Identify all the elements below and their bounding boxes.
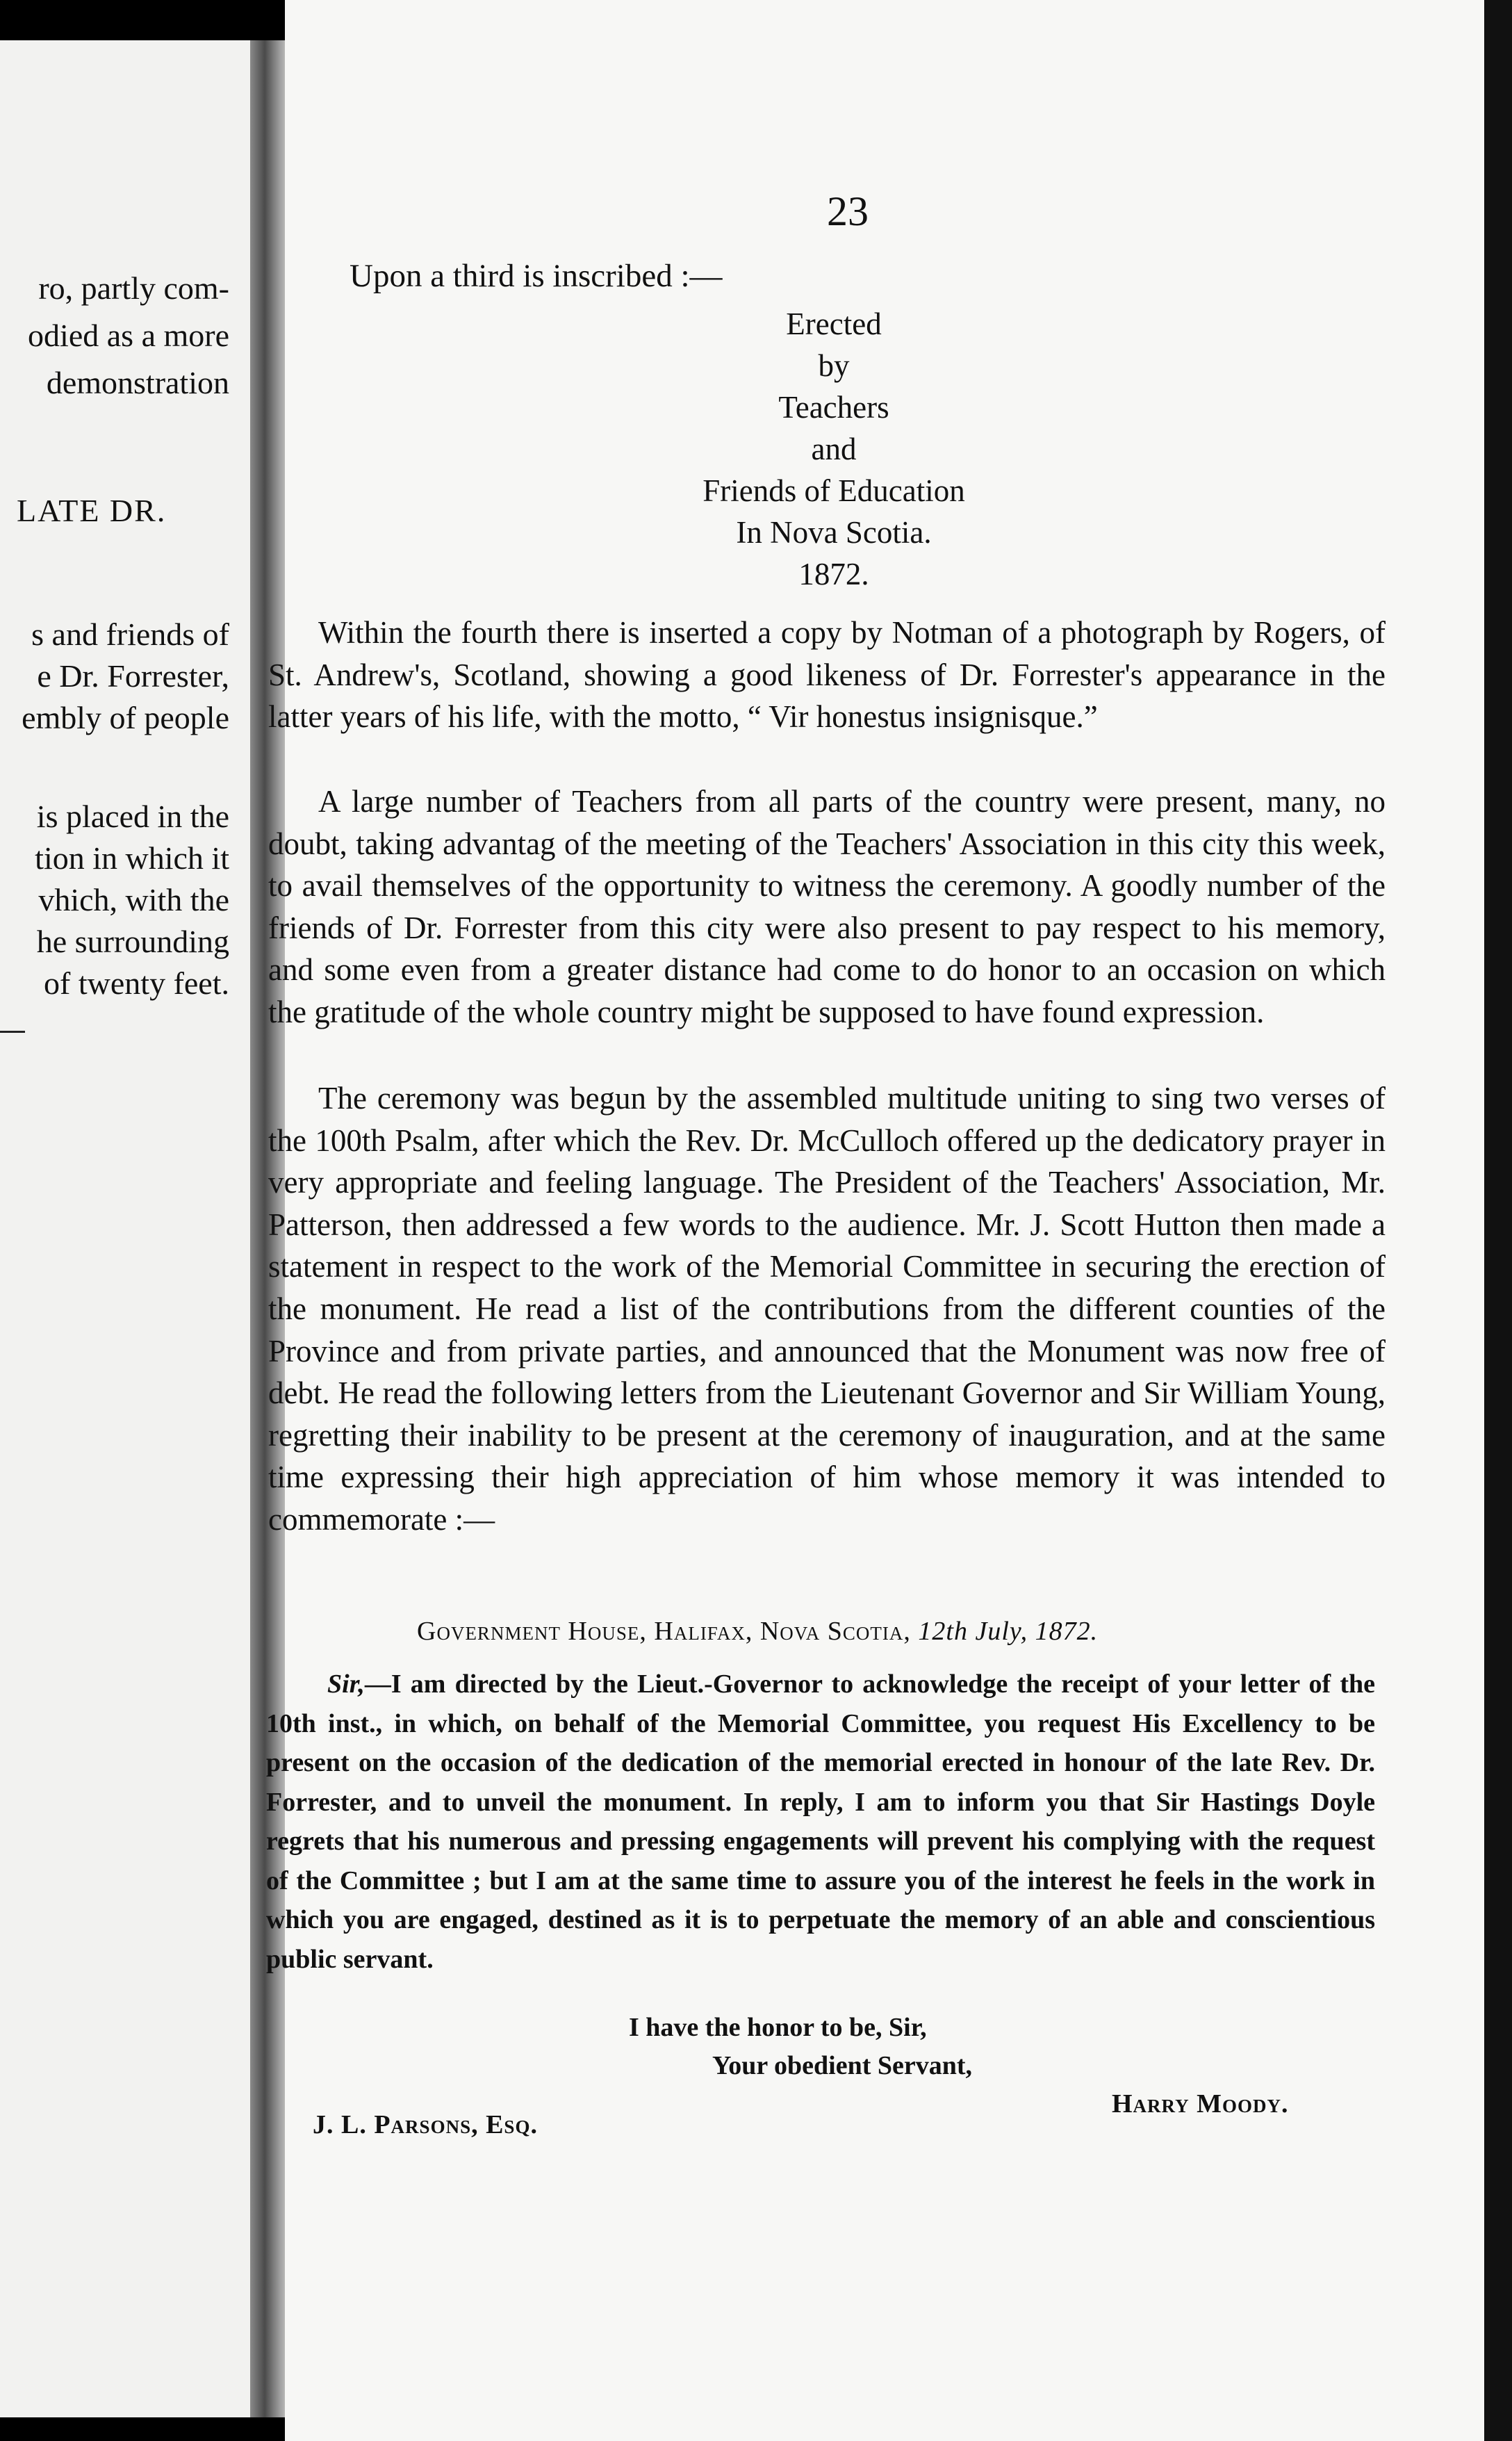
left-line: is placed in the xyxy=(36,799,229,834)
paragraph: A large number of Teachers from all parts of the country were present, many, no doubt, taking advantag of the meeting of the Teachers' Association in this city this week, to avail themselves of the opportunity to witness the ceremony. A goodly number of the friends of Dr. Forrester from this city were also present to pay respect to his memory, and some even from a greater distance had come to do honor to an occasion on which the gratitude of the whole country might be supposed to have found expression. xyxy=(268,784,1386,1029)
letter-addressee: J. L. Parsons, Esq. xyxy=(313,2110,538,2139)
left-line: of twenty feet. xyxy=(44,965,229,1001)
letter-body: Sir,—I am directed by the Lieut.-Governor to acknowledge the receipt of your letter of the 10th inst., in which, on behalf of the Memorial Committee, you request His Excellency to be present on the occasion of the dedication of the memorial erected in honour of the late Rev. Dr. Forrester, and to unveil the monument. In reply, I am to inform you that Sir Hastings Doyle regrets that his numerous and pressing engagements will prevent his complying with the request of the Committee ; but I am at the same time to assure you of the interest he feels in the work in which you are engaged, destined as it is to perpetuate the memory of an able and conscientious public servant. xyxy=(266,1669,1375,1974)
paragraph: The ceremony was begun by the assembled multitude uniting to sing two verses of the 100th Psalm, after which the Rev. Dr. McCulloch offered up the dedicatory prayer in very appropriate and feeling language. The President of the Teachers' Association, Mr. Patterson, then addressed a few words to the audience. Mr. J. Scott Hutton then made a statement in respect to the work of the Memorial Committee in securing the erection of the monument. He read a list of the contributions from the different counties of the Province and from private parties, and announced that the Monument was now free of debt. He read the following letters from the Lieutenant Governor and Sir William Young, regretting their inability to be present at the ceremony of inauguration, and at the same time expressing their high appreciation of him whose memory it was intended to commemorate :— xyxy=(268,1081,1386,1537)
letter-closing: Your obedient Servant, xyxy=(712,2051,973,2080)
page-edge xyxy=(1484,0,1512,2441)
left-facing-page xyxy=(0,40,257,2417)
inscription-line: Erected xyxy=(786,307,882,341)
inscription-line: Friends of Education xyxy=(702,473,965,508)
left-line: vhich, with the xyxy=(38,882,229,917)
inscription-line: In Nova Scotia. xyxy=(736,515,932,550)
page-number: 23 xyxy=(827,188,869,234)
letter-signature: Harry Moody. xyxy=(1112,2089,1289,2118)
left-line: odied as a more xyxy=(28,318,229,353)
inscription-line: 1872. xyxy=(798,557,869,591)
inscription-line: and xyxy=(811,432,857,466)
inscription-line: Teachers xyxy=(778,390,889,425)
left-line: e Dr. Forrester, xyxy=(37,658,229,694)
left-rule xyxy=(0,1031,25,1033)
paragraph: Within the fourth there is inserted a copy by Notman of a photograph by Rogers, of St. Andrew's, Scotland, showing a good likeness of Dr. Forrester's appearance in the latter years of his life, with the motto, “ Vir honestus insignisque.” xyxy=(268,615,1386,735)
left-line: tion in which it xyxy=(35,840,229,876)
letter-header: Government House, Halifax, Nova Scotia, 12th July, 1872. xyxy=(417,1617,1099,1646)
letter-closing: I have the honor to be, Sir, xyxy=(629,2013,927,2042)
inscription-intro: Upon a third is inscribed :— xyxy=(350,258,723,294)
left-line: ro, partly com- xyxy=(38,270,229,306)
left-line: s and friends of xyxy=(31,617,229,652)
inscription-line: by xyxy=(818,348,850,383)
left-line: demonstration xyxy=(46,365,229,400)
left-line: embly of people xyxy=(22,700,229,735)
left-heading: LATE DR. xyxy=(17,493,167,528)
letter-salutation: Sir, xyxy=(327,1669,365,1699)
left-line: he surrounding xyxy=(36,924,229,959)
